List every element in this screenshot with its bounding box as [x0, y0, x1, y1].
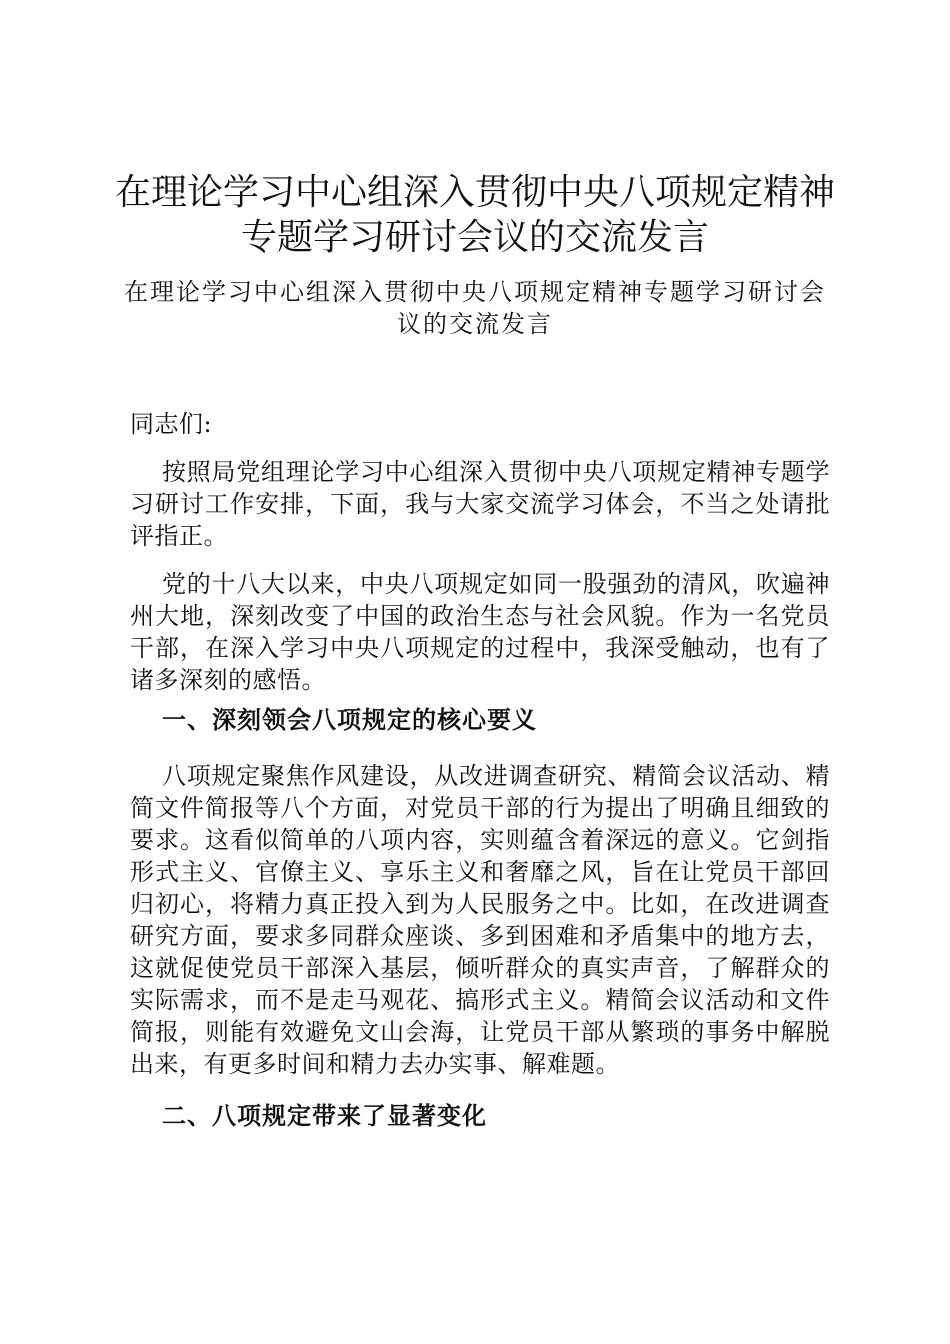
- section-heading-2: 二、八项规定带来了显著变化: [162, 1101, 487, 1130]
- section-1-paragraph: 八项规定聚焦作风建设，从改进调查研究、精简会议活动、精简文件简报等八个方面，对党员干部的行为提出了明确且细致的要求。这看似简单的八项内容，实则蕴含着深远的意义。它剑指形式主义、官僚主义、享乐主义和奢靡之风，旨在让党员干部回归初心，将精力真正投入到为人民服务之中。比如，在改进调查研究方面，要求多同群众座谈、多到困难和矛盾集中的地方去，这就促使党员干部深入基层，倾听群众的真实声音，了解群众的实际需求，而不是走马观花、搞形式主义。精简会议活动和文件简报，则能有效避免文山会海，让党员干部从繁琐的事务中解脱出来，有更多时间和精力去办实事、解难题。: [130, 762, 830, 1078]
- paragraph-background: 党的十八大以来，中央八项规定如同一股强劲的清风，吹遍神州大地，深刻改变了中国的政治生态与社会风貌。作为一名党员干部，在深入学习中央八项规定的过程中，我深受触动，也有了诸多深刻的感悟。: [130, 570, 830, 694]
- section-heading-1: 一、深刻领会八项规定的核心要义: [162, 705, 537, 734]
- document-subtitle: 在理论学习中心组深入贯彻中央八项规定精神专题学习研讨会议的交流发言: [124, 278, 826, 338]
- document-title: 在理论学习中心组深入贯彻中央八项规定精神专题学习研讨会议的交流发言: [114, 172, 835, 258]
- salutation: 同志们:: [130, 410, 213, 438]
- paragraph-intro: 按照局党组理论学习中心组深入贯彻中央八项规定精神专题学习研讨工作安排，下面，我与大家交流学习体会，不当之处请批评指正。: [130, 458, 830, 550]
